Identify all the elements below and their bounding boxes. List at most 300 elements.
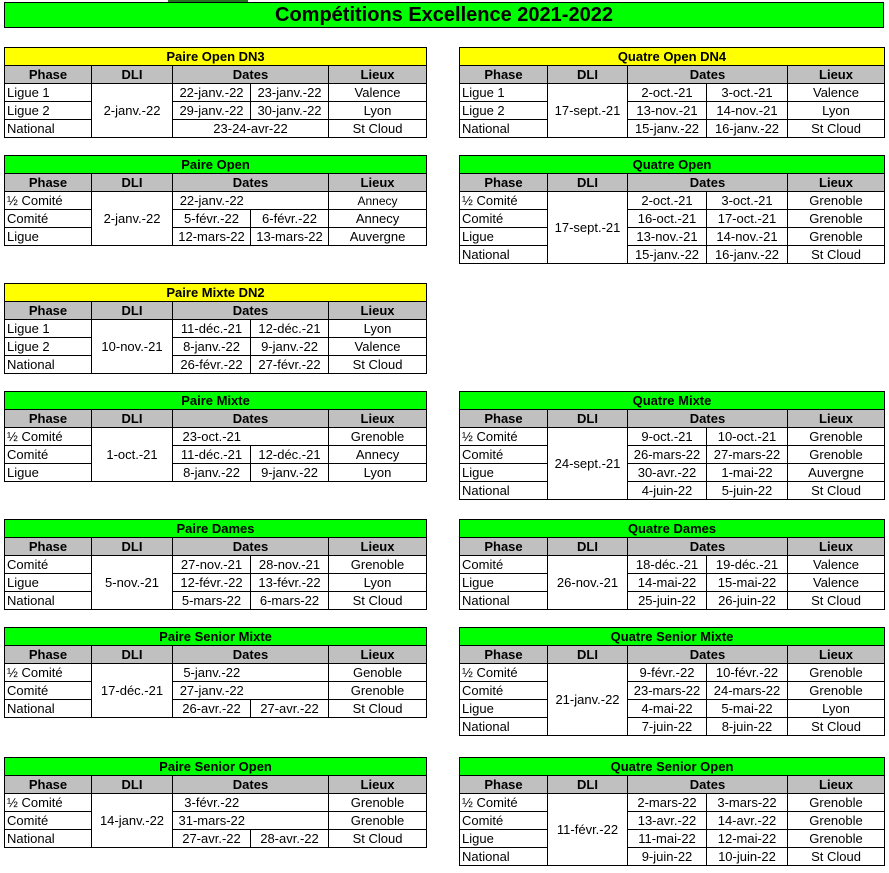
date-cell: 3-oct.-21 [707,192,788,210]
lieu-cell: Grenoble [788,192,885,210]
header-lieux: Lieux [788,174,885,192]
header-dates: Dates [628,174,788,192]
header-phase: Phase [460,646,548,664]
date-cell: 25-juin-22 [628,592,707,610]
phase-cell: ½ Comité [460,428,548,446]
table-row [460,120,885,138]
header-lieux: Lieux [329,66,427,84]
date-cell: 26-avr.-22 [173,700,251,718]
date-cell: 26-juin-22 [707,592,788,610]
dli-cell: 26-nov.-21 [548,556,628,610]
lieu-cell: Auvergne [329,228,427,246]
table-row [460,592,885,610]
header-lieux: Lieux [788,646,885,664]
table-row [5,102,427,120]
phase-cell: ½ Comité [460,192,548,210]
phase-cell: Comité [460,682,548,700]
date-cell: 13-nov.-21 [628,102,707,120]
header-dates: Dates [173,776,329,794]
lieu-cell: Grenoble [329,794,427,812]
phase-cell: Ligue 2 [5,102,92,120]
header-dli: DLI [92,646,173,664]
table-row [460,84,885,102]
competition-title: Paire Mixte [5,392,427,410]
lieu-cell: St Cloud [329,592,427,610]
date-cell: 5-févr.-22 [173,210,251,228]
header-dates: Dates [173,66,329,84]
header-dates: Dates [173,538,329,556]
lieu-cell: Auvergne [788,464,885,482]
phase-cell: National [5,592,92,610]
competition-table [459,757,885,866]
header-dli: DLI [92,302,173,320]
page-title: Compétitions Excellence 2021-2022 [4,2,884,28]
date-cell: 10-févr.-22 [707,664,788,682]
date-cell: 18-déc.-21 [628,556,707,574]
competition-table [459,155,885,264]
lieu-cell: St Cloud [329,830,427,848]
date-cell: 22-janv.-22 [173,192,251,210]
date-cell: 23-janv.-22 [251,84,329,102]
date-cell: 13-avr.-22 [628,812,707,830]
date-cell: 10-juin-22 [707,848,788,866]
competition-table [459,519,885,610]
competition-table [4,391,427,482]
lieu-cell: Grenoble [788,794,885,812]
header-dates: Dates [173,174,329,192]
table-row [460,556,885,574]
header-dli: DLI [92,410,173,428]
competition-table [4,47,427,138]
competition-title: Quatre Mixte [460,392,885,410]
competition-title: Quatre Senior Open [460,758,885,776]
date-cell: 11-déc.-21 [173,446,251,464]
competition-title: Paire Senior Open [5,758,427,776]
date-cell: 16-janv.-22 [707,120,788,138]
date-cell: 12-mai-22 [707,830,788,848]
header-lieux: Lieux [788,776,885,794]
table-row [460,464,885,482]
competition-table [4,627,427,718]
competition-title: Paire Open DN3 [5,48,427,66]
date-cell: 6-mars-22 [251,592,329,610]
competition-title: Paire Mixte DN2 [5,284,427,302]
phase-cell: Ligue 1 [5,84,92,102]
lieu-cell: Lyon [788,700,885,718]
date-cell: 16-oct.-21 [628,210,707,228]
date-cell: 5-juin-22 [707,482,788,500]
header-lieux: Lieux [329,174,427,192]
header-dli: DLI [92,174,173,192]
lieu-cell: Grenoble [788,812,885,830]
competition-title: Paire Dames [5,520,427,538]
table-row [460,574,885,592]
date-cell: 14-nov.-21 [707,102,788,120]
lieu-cell: Annecy [329,210,427,228]
date-cell: 26-mars-22 [628,446,707,464]
date-cell: 3-oct.-21 [707,84,788,102]
competition-table [459,627,885,736]
date-cell: 2-oct.-21 [628,192,707,210]
lieu-cell: Grenoble [329,812,427,830]
lieu-cell: Grenoble [788,664,885,682]
header-dli: DLI [548,776,628,794]
table-row [5,664,427,682]
table-row [5,592,427,610]
table-row [5,556,427,574]
date-cell [251,682,329,700]
phase-cell: Comité [5,682,92,700]
table-row [5,428,427,446]
lieu-cell: Lyon [329,320,427,338]
lieu-cell: Grenoble [788,210,885,228]
phase-cell: National [5,700,92,718]
table-row [5,84,427,102]
competition-table [4,155,427,246]
lieu-cell: St Cloud [788,718,885,736]
date-cell: 27-avr.-22 [173,830,251,848]
header-dli: DLI [92,776,173,794]
table-row [460,718,885,736]
dli-cell: 11-févr.-22 [548,794,628,866]
phase-cell: Ligue [460,464,548,482]
phase-cell: Ligue [460,228,548,246]
header-lieux: Lieux [788,410,885,428]
lieu-cell: Valence [788,574,885,592]
phase-cell: National [5,120,92,138]
date-cell: 9-janv.-22 [251,464,329,482]
date-cell: 29-janv.-22 [173,102,251,120]
phase-cell: Ligue [460,700,548,718]
date-cell: 2-oct.-21 [628,84,707,102]
phase-cell: Comité [5,556,92,574]
table-row [460,228,885,246]
date-cell: 11-mai-22 [628,830,707,848]
lieu-cell: Valence [329,338,427,356]
lieu-cell: Lyon [329,574,427,592]
table-row [460,848,885,866]
lieu-cell: Grenoble [788,830,885,848]
phase-cell: National [460,120,548,138]
lieu-cell: Grenoble [329,556,427,574]
lieu-cell: Grenoble [788,682,885,700]
date-cell: 19-déc.-21 [707,556,788,574]
date-cell: 23-mars-22 [628,682,707,700]
phase-cell: ½ Comité [5,664,92,682]
table-row [460,482,885,500]
table-row [5,574,427,592]
date-cell: 27-févr.-22 [251,356,329,374]
dli-cell: 2-janv.-22 [92,192,173,246]
table-row [5,228,427,246]
date-cell: 22-janv.-22 [173,84,251,102]
date-cell: 15-mai-22 [707,574,788,592]
header-dli: DLI [92,538,173,556]
phase-cell: Ligue 2 [460,102,548,120]
date-cell: 10-oct.-21 [707,428,788,446]
phase-cell: Comité [5,812,92,830]
date-cell: 31-mars-22 [173,812,251,830]
header-lieux: Lieux [329,410,427,428]
header-phase: Phase [460,174,548,192]
header-dli: DLI [548,66,628,84]
phase-cell: ½ Comité [460,794,548,812]
competition-title: Quatre Open [460,156,885,174]
table-row [460,246,885,264]
lieu-cell: Lyon [788,102,885,120]
date-cell: 12-déc.-21 [251,446,329,464]
phase-cell: Comité [460,812,548,830]
lieu-cell: Valence [788,84,885,102]
phase-cell: National [460,482,548,500]
date-cell: 5-mai-22 [707,700,788,718]
phase-cell: National [460,718,548,736]
dli-cell: 24-sept.-21 [548,428,628,500]
lieu-cell: St Cloud [788,848,885,866]
date-cell: 14-avr.-22 [707,812,788,830]
date-cell [251,192,329,210]
date-cell: 28-nov.-21 [251,556,329,574]
table-row [5,446,427,464]
phase-cell: ½ Comité [5,794,92,812]
lieu-cell: Lyon [329,464,427,482]
lieu-cell: St Cloud [788,120,885,138]
date-cell: 15-janv.-22 [628,246,707,264]
header-phase: Phase [460,776,548,794]
phase-cell: Ligue 1 [460,84,548,102]
date-cell: 9-févr.-22 [628,664,707,682]
date-cell: 3-févr.-22 [173,794,251,812]
date-cell: 13-nov.-21 [628,228,707,246]
header-phase: Phase [5,410,92,428]
date-cell: 24-mars-22 [707,682,788,700]
date-cell: 3-mars-22 [707,794,788,812]
header-dli: DLI [92,66,173,84]
phase-cell: Ligue 1 [5,320,92,338]
header-lieux: Lieux [329,538,427,556]
date-cell: 27-janv.-22 [173,682,251,700]
table-row [5,356,427,374]
date-cell: 5-mars-22 [173,592,251,610]
header-dli: DLI [548,410,628,428]
table-row [460,812,885,830]
header-phase: Phase [460,538,548,556]
header-dates: Dates [173,646,329,664]
header-phase: Phase [5,302,92,320]
table-row [5,830,427,848]
table-row [5,682,427,700]
lieu-cell: Grenoble [788,228,885,246]
competition-title: Quatre Senior Mixte [460,628,885,646]
phase-cell: National [460,592,548,610]
header-dates: Dates [628,646,788,664]
date-cell: 28-avr.-22 [251,830,329,848]
header-phase: Phase [460,410,548,428]
lieu-cell: St Cloud [329,700,427,718]
phase-cell: National [5,356,92,374]
phase-cell: National [460,848,548,866]
table-row [460,428,885,446]
phase-cell: Comité [5,446,92,464]
header-dates: Dates [628,66,788,84]
table-row [460,700,885,718]
date-cell: 8-juin-22 [707,718,788,736]
lieu-cell: Annecy [329,446,427,464]
dli-cell: 5-nov.-21 [92,556,173,610]
lieu-cell: St Cloud [788,482,885,500]
header-phase: Phase [5,174,92,192]
header-phase: Phase [5,776,92,794]
phase-cell: Comité [460,210,548,228]
header-dli: DLI [548,538,628,556]
date-cell: 4-mai-22 [628,700,707,718]
header-dates: Dates [628,410,788,428]
phase-cell: Ligue [5,228,92,246]
header-lieux: Lieux [788,66,885,84]
date-cell: 5-janv.-22 [173,664,251,682]
dli-cell: 10-nov.-21 [92,320,173,374]
dli-cell: 14-janv.-22 [92,794,173,848]
phase-cell: Ligue [5,464,92,482]
phase-cell: Ligue [460,830,548,848]
lieu-cell: Genoble [329,664,427,682]
competition-table [459,391,885,500]
table-row [5,794,427,812]
date-cell [251,794,329,812]
header-dli: DLI [548,174,628,192]
date-cell [251,428,329,446]
header-dates: Dates [628,538,788,556]
lieu-cell: Grenoble [329,428,427,446]
header-phase: Phase [5,646,92,664]
table-row [5,192,427,210]
competition-table [459,47,885,138]
date-cell: 13-févr.-22 [251,574,329,592]
header-phase: Phase [460,66,548,84]
phase-cell: National [460,246,548,264]
table-row [5,812,427,830]
table-row [460,794,885,812]
header-phase: Phase [5,538,92,556]
lieu-cell: Valence [788,556,885,574]
competition-title: Paire Senior Mixte [5,628,427,646]
header-lieux: Lieux [788,538,885,556]
dli-cell: 17-déc.-21 [92,664,173,718]
table-row [5,210,427,228]
lieu-cell: Annecy [329,192,427,210]
header-dates: Dates [173,410,329,428]
date-cell: 12-mars-22 [173,228,251,246]
date-cell: 30-janv.-22 [251,102,329,120]
date-cell: 8-janv.-22 [173,464,251,482]
date-cell: 27-nov.-21 [173,556,251,574]
competition-title: Paire Open [5,156,427,174]
table-row [460,192,885,210]
date-cell: 9-juin-22 [628,848,707,866]
header-dates: Dates [628,776,788,794]
table-row [460,210,885,228]
lieu-cell: St Cloud [788,592,885,610]
date-cell: 17-oct.-21 [707,210,788,228]
table-row [5,700,427,718]
phase-cell: Ligue [460,574,548,592]
dli-cell: 21-janv.-22 [548,664,628,736]
date-range-cell: 23-24-avr-22 [173,120,329,138]
header-lieux: Lieux [329,776,427,794]
date-cell: 2-mars-22 [628,794,707,812]
date-cell: 27-avr.-22 [251,700,329,718]
dli-cell: 2-janv.-22 [92,84,173,138]
lieu-cell: Grenoble [788,428,885,446]
lieu-cell: Grenoble [788,446,885,464]
dli-cell: 1-oct.-21 [92,428,173,482]
lieu-cell: Grenoble [329,682,427,700]
date-cell [251,664,329,682]
lieu-cell: St Cloud [329,120,427,138]
lieu-cell: Lyon [329,102,427,120]
date-cell: 12-déc.-21 [251,320,329,338]
phase-cell: ½ Comité [5,192,92,210]
date-cell: 4-juin-22 [628,482,707,500]
date-cell: 7-juin-22 [628,718,707,736]
date-cell [251,812,329,830]
dli-cell: 17-sept.-21 [548,192,628,264]
header-lieux: Lieux [329,646,427,664]
date-cell: 27-mars-22 [707,446,788,464]
table-row [460,664,885,682]
table-row [5,464,427,482]
phase-cell: Comité [460,446,548,464]
table-row [460,830,885,848]
date-cell: 11-déc.-21 [173,320,251,338]
table-row [460,682,885,700]
date-cell: 15-janv.-22 [628,120,707,138]
competition-table [4,519,427,610]
lieu-cell: St Cloud [788,246,885,264]
table-row [5,338,427,356]
dli-cell: 17-sept.-21 [548,84,628,138]
phase-cell: ½ Comité [5,428,92,446]
phase-cell: National [5,830,92,848]
date-cell: 12-févr.-22 [173,574,251,592]
date-cell: 23-oct.-21 [173,428,251,446]
date-cell: 16-janv.-22 [707,246,788,264]
date-cell: 9-oct.-21 [628,428,707,446]
header-dli: DLI [548,646,628,664]
competition-table [4,283,427,374]
date-cell: 6-févr.-22 [251,210,329,228]
date-cell: 9-janv.-22 [251,338,329,356]
header-lieux: Lieux [329,302,427,320]
table-row [5,320,427,338]
header-phase: Phase [5,66,92,84]
table-row [460,102,885,120]
competition-title: Quatre Open DN4 [460,48,885,66]
phase-cell: ½ Comité [460,664,548,682]
header-dates: Dates [173,302,329,320]
competition-title: Quatre Dames [460,520,885,538]
lieu-cell: Valence [329,84,427,102]
date-cell: 26-févr.-22 [173,356,251,374]
date-cell: 8-janv.-22 [173,338,251,356]
date-cell: 13-mars-22 [251,228,329,246]
phase-cell: Ligue [5,574,92,592]
table-row [460,446,885,464]
date-cell: 30-avr.-22 [628,464,707,482]
competition-table [4,757,427,848]
phase-cell: Comité [5,210,92,228]
table-row [5,120,427,138]
